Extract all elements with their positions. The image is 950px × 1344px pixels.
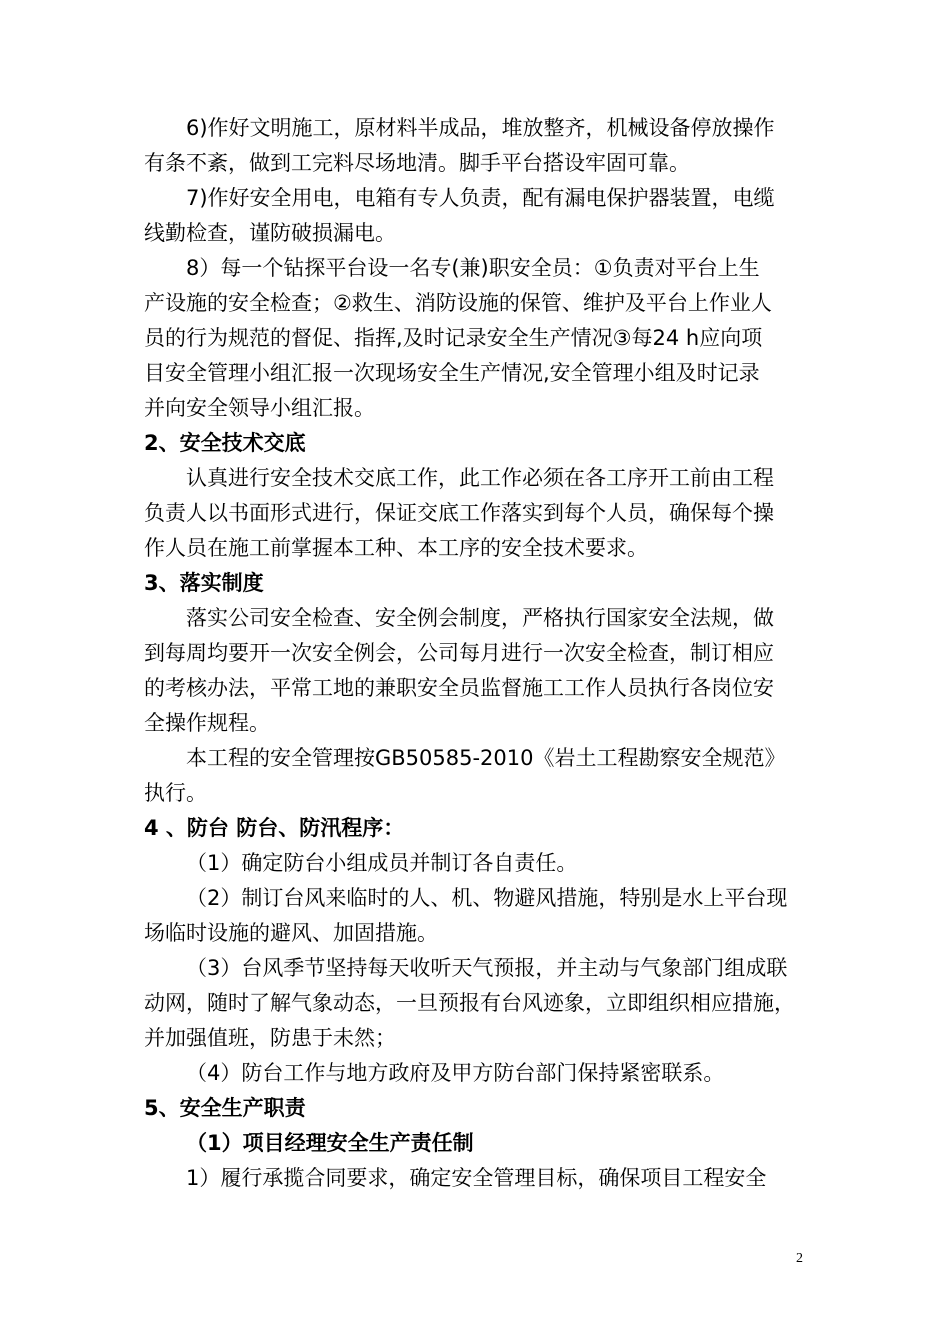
- paragraph-line: 作人员在施工前掌握本工种、本工序的安全技术要求。: [144, 536, 648, 560]
- paragraph-line: 目安全管理小组汇报一次现场安全生产情况,安全管理小组及时记录: [144, 361, 760, 385]
- paragraph-line: 8）每一个钻探平台设一名专(兼)职安全员：①负责对平台上生: [186, 256, 760, 280]
- paragraph-line: 到每周均要开一次安全例会，公司每月进行一次安全检查，制订相应: [144, 641, 774, 665]
- paragraph-line: 动网，随时了解气象动态，一旦预报有台风迹象，立即组织相应措施，: [144, 991, 795, 1015]
- list-item: （2）制订台风来临时的人、机、物避风措施，特别是水上平台现: [186, 886, 788, 910]
- paragraph-line: 产设施的安全检查；②救生、消防设施的保管、维护及平台上作业人: [144, 291, 772, 315]
- paragraph-line: 有条不紊，做到工完料尽场地清。脚手平台搭设牢固可靠。: [144, 151, 690, 175]
- paragraph-line: 负责人以书面形式进行，保证交底工作落实到每个人员，确保每个操: [144, 501, 774, 525]
- section-heading: 2、安全技术交底: [144, 431, 306, 455]
- subsection-heading: （1）项目经理安全生产责任制: [186, 1131, 474, 1155]
- page-number: 2: [796, 1251, 803, 1266]
- paragraph-line: 线勤检查，谨防破损漏电。: [144, 221, 396, 245]
- section-heading: 4 、防台 防台、防汛程序：: [144, 816, 405, 840]
- paragraph-line: 本工程的安全管理按GB50585-2010《岩土工程勘察安全规范》: [186, 746, 786, 770]
- paragraph-line: 6)作好文明施工，原材料半成品，堆放整齐，机械设备停放操作: [186, 116, 775, 140]
- paragraph-line: 的考核办法，平常工地的兼职安全员监督施工工作人员执行各岗位安: [144, 676, 774, 700]
- list-item: （3）台风季节坚持每天收听天气预报，并主动与气象部门组成联: [186, 956, 788, 980]
- paragraph-line: 执行。: [144, 781, 207, 805]
- paragraph-line: 员的行为规范的督促、指挥,及时记录安全生产情况③每24 h应向项: [144, 326, 763, 350]
- list-item: （1）确定防台小组成员并制订各自责任。: [186, 851, 578, 875]
- list-item: （4）防台工作与地方政府及甲方防台部门保持紧密联系。: [186, 1061, 725, 1085]
- paragraph-line: 全操作规程。: [144, 711, 270, 735]
- paragraph-line: 并向安全领导小组汇报。: [144, 396, 375, 420]
- list-item: 1）履行承揽合同要求，确定安全管理目标，确保项目工程安全: [186, 1166, 767, 1190]
- paragraph-line: 并加强值班，防患于未然；: [144, 1026, 396, 1050]
- paragraph-line: 场临时设施的避风、加固措施。: [144, 921, 438, 945]
- section-heading: 5、安全生产职责: [144, 1096, 306, 1120]
- paragraph-line: 落实公司安全检查、安全例会制度，严格执行国家安全法规，做: [186, 606, 774, 630]
- paragraph-line: 认真进行安全技术交底工作，此工作必须在各工序开工前由工程: [186, 466, 774, 490]
- section-heading: 3、落实制度: [144, 571, 264, 595]
- paragraph-line: 7)作好安全用电，电箱有专人负责，配有漏电保护器装置，电缆: [186, 186, 775, 210]
